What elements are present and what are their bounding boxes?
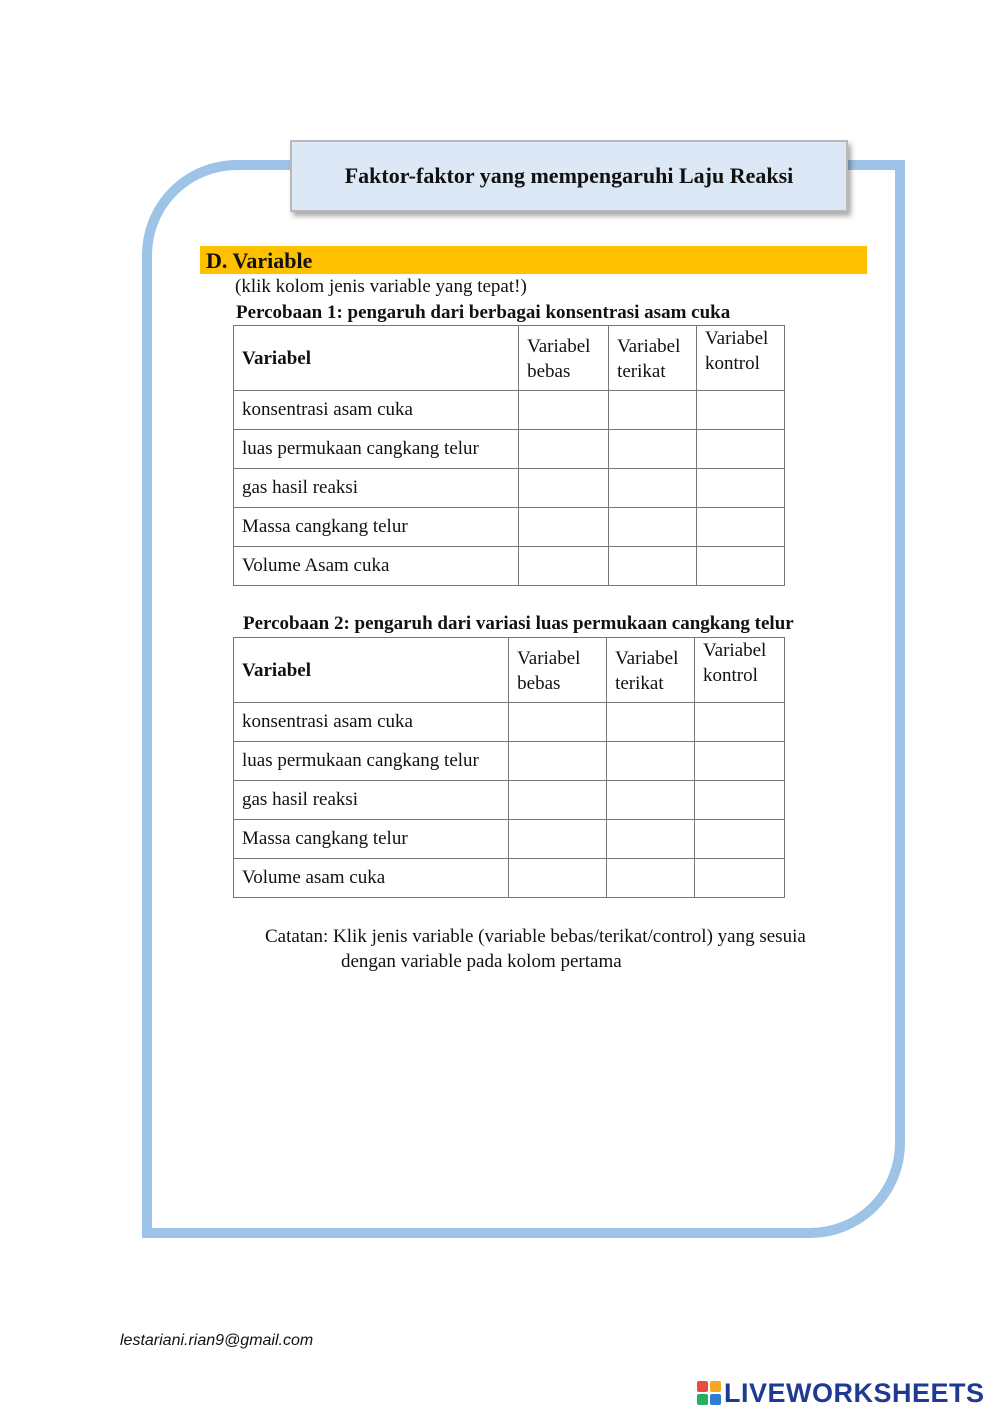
logo-square-blue xyxy=(710,1394,721,1405)
table-row xyxy=(234,781,785,820)
table-row xyxy=(234,508,785,547)
answer-cell-bebas[interactable] xyxy=(509,781,607,820)
liveworksheets-icon xyxy=(697,1381,721,1405)
answer-cell-bebas[interactable] xyxy=(519,508,609,547)
answer-cell-kontrol[interactable] xyxy=(697,391,785,430)
answer-cell-bebas[interactable] xyxy=(509,820,607,859)
answer-cell-kontrol[interactable] xyxy=(695,820,785,859)
answer-cell-kontrol[interactable] xyxy=(695,781,785,820)
experiment-2-table xyxy=(233,637,785,898)
experiment-1-title: Percobaan 1: pengaruh dari berbagai konsentrasi asam cuka xyxy=(236,302,731,323)
answer-cell-terikat[interactable] xyxy=(609,391,697,430)
variable-label: Massa cangkang telur xyxy=(234,508,519,547)
answer-cell-terikat[interactable] xyxy=(609,430,697,469)
answer-cell-bebas[interactable] xyxy=(519,547,609,586)
table-row xyxy=(234,469,785,508)
variable-label: Massa cangkang telur xyxy=(234,820,509,859)
table-row xyxy=(234,703,785,742)
variable-label: gas hasil reaksi xyxy=(234,781,509,820)
table-row xyxy=(234,820,785,859)
header-variabel: Variabel xyxy=(234,326,519,391)
answer-cell-kontrol[interactable] xyxy=(695,703,785,742)
answer-cell-bebas[interactable] xyxy=(509,703,607,742)
instruction-text: (klik kolom jenis variable yang tepat!) xyxy=(235,276,527,297)
variable-label: luas permukaan cangkang telur xyxy=(234,430,519,469)
experiment-2-title: Percobaan 2: pengaruh dari variasi luas permukaan cangkang telur xyxy=(243,613,794,634)
table-row xyxy=(234,430,785,469)
answer-cell-kontrol[interactable] xyxy=(697,547,785,586)
variable-label: Volume Asam cuka xyxy=(234,547,519,586)
table-row xyxy=(234,547,785,586)
brand-name: LIVEWORKSHEETS xyxy=(724,1377,985,1408)
variable-label: Volume asam cuka xyxy=(234,859,509,898)
logo-square-orange xyxy=(710,1381,721,1392)
note-line-1: Catatan: Klik jenis variable (variable bebas/terikat/control) yang sesuia xyxy=(265,926,806,947)
variable-label: luas permukaan cangkang telur xyxy=(234,742,509,781)
header-variabel: Variabel xyxy=(234,638,509,703)
liveworksheets-logo[interactable] xyxy=(697,1378,985,1408)
answer-cell-bebas[interactable] xyxy=(509,859,607,898)
header-variabel-terikat: Variabel terikat xyxy=(607,638,695,703)
note-text xyxy=(265,924,806,974)
answer-cell-bebas[interactable] xyxy=(519,469,609,508)
answer-cell-kontrol[interactable] xyxy=(697,430,785,469)
answer-cell-bebas[interactable] xyxy=(519,391,609,430)
answer-cell-kontrol[interactable] xyxy=(697,469,785,508)
answer-cell-kontrol[interactable] xyxy=(695,742,785,781)
table-header-row xyxy=(234,326,785,391)
note-line-2: dengan variable pada kolom pertama xyxy=(341,951,622,972)
answer-cell-kontrol[interactable] xyxy=(695,859,785,898)
table-row xyxy=(234,391,785,430)
table-row xyxy=(234,859,785,898)
answer-cell-terikat[interactable] xyxy=(609,508,697,547)
variable-label: konsentrasi asam cuka xyxy=(234,391,519,430)
answer-cell-terikat[interactable] xyxy=(607,820,695,859)
header-variabel-terikat: Variabel terikat xyxy=(609,326,697,391)
logo-square-red xyxy=(697,1381,708,1392)
header-variabel-bebas: Variabel bebas xyxy=(509,638,607,703)
variable-label: gas hasil reaksi xyxy=(234,469,519,508)
answer-cell-terikat[interactable] xyxy=(607,859,695,898)
variable-label: konsentrasi asam cuka xyxy=(234,703,509,742)
author-email: lestariani.rian9@gmail.com xyxy=(120,1332,314,1349)
table-row xyxy=(234,742,785,781)
header-variabel-kontrol: Variabel kontrol xyxy=(695,638,785,703)
section-heading: D. Variable xyxy=(200,246,867,274)
header-variabel-kontrol: Variabel kontrol xyxy=(697,326,785,391)
answer-cell-terikat[interactable] xyxy=(609,469,697,508)
answer-cell-kontrol[interactable] xyxy=(697,508,785,547)
logo-square-green xyxy=(697,1394,708,1405)
answer-cell-bebas[interactable] xyxy=(519,430,609,469)
worksheet-title: Faktor-faktor yang mempengaruhi Laju Reaksi xyxy=(290,140,848,212)
answer-cell-terikat[interactable] xyxy=(607,781,695,820)
answer-cell-terikat[interactable] xyxy=(607,703,695,742)
answer-cell-terikat[interactable] xyxy=(609,547,697,586)
answer-cell-bebas[interactable] xyxy=(509,742,607,781)
table-header-row xyxy=(234,638,785,703)
header-variabel-bebas: Variabel bebas xyxy=(519,326,609,391)
experiment-1-table xyxy=(233,325,785,586)
answer-cell-terikat[interactable] xyxy=(607,742,695,781)
